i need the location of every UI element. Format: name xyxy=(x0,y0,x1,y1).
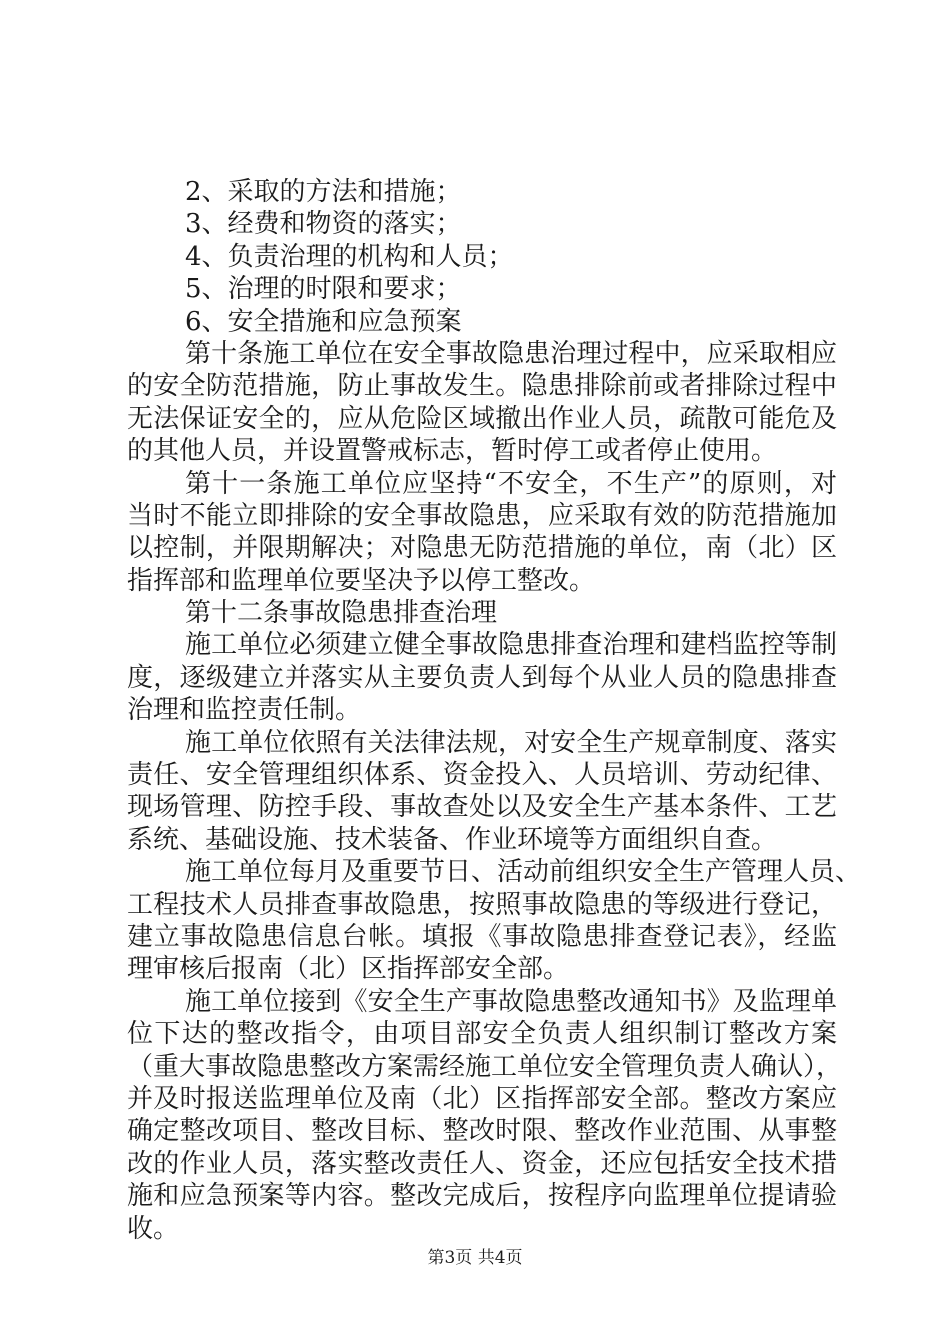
paragraph-line: 以控制，并限期解决；对隐患无防范措施的单位，南（北）区 xyxy=(127,533,837,564)
paragraph-line: 的安全防范措施，防止事故发生。隐患排除前或者排除过程中 xyxy=(127,371,837,402)
paragraph-line: 建立事故隐患信息台帐。填报《事故隐患排查登记表》，经监 xyxy=(127,921,837,952)
paragraph-line: 当时不能立即排除的安全事故隐患，应采取有效的防范措施加 xyxy=(127,500,837,531)
list-item: 6、安全措施和应急预案 xyxy=(185,306,462,337)
list-item: 5、治理的时限和要求； xyxy=(185,274,462,305)
section-heading: 第十二条事故隐患排查治理 xyxy=(185,598,498,629)
list-item: 2、采取的方法和措施； xyxy=(185,177,462,207)
paragraph-line: 第十一条施工单位应坚持“不安全，不生产”的原则，对 xyxy=(185,468,837,499)
paragraph-line: 的其他人员，并设置警戒标志，暂时停工或者停止使用。 xyxy=(127,436,778,467)
paragraph-line: 第十条施工单位在安全事故隐患治理过程中，应采取相应 xyxy=(185,338,837,369)
paragraph-line: 治理和监控责任制。 xyxy=(127,695,362,726)
paragraph-line: 确定整改项目、整改目标、整改时限、整改作业范围、从事整 xyxy=(127,1116,837,1147)
body-text xyxy=(127,176,862,1245)
paragraph-line: 系统、基础设施、技术装备、作业环境等方面组织自查。 xyxy=(127,824,778,855)
paragraph-line: 无法保证安全的，应从危险区域撤出作业人员，疏散可能危及 xyxy=(127,403,837,434)
paragraph-line: 收。 xyxy=(127,1213,180,1244)
paragraph-line: 并及时报送监理单位及南（北）区指挥部安全部。整改方案应 xyxy=(127,1083,837,1114)
list-item: 3、经费和物资的落实； xyxy=(185,209,462,240)
paragraph-line: 工程技术人员排查事故隐患，按照事故隐患的等级进行登记， xyxy=(127,889,837,920)
paragraph-line: 位下达的整改指令，由项目部安全负责人组织制订整改方案 xyxy=(127,1019,837,1050)
paragraph-line: 度，逐级建立并落实从主要负责人到每个从业人员的隐患排查 xyxy=(127,662,837,693)
paragraph-line: 现场管理、防控手段、事故查处以及安全生产基本条件、工艺 xyxy=(127,792,837,823)
paragraph-line: 施工单位依照有关法律法规，对安全生产规章制度、落实 xyxy=(185,727,837,758)
page-number: 第3页 共4页 xyxy=(427,1248,523,1268)
paragraph-line: 指挥部和监理单位要坚决予以停工整改。 xyxy=(127,565,596,596)
paragraph-line: 责任、安全管理组织体系、资金投入、人员培训、劳动纪律、 xyxy=(127,760,837,791)
paragraph-line: 施工单位必须建立健全事故隐患排查治理和建档监控等制 xyxy=(185,630,837,661)
paragraph-line: 施工单位接到《安全生产事故隐患整改通知书》及监理单 xyxy=(185,986,837,1017)
paragraph-line: 改的作业人员，落实整改责任人、资金，还应包括安全技术措 xyxy=(127,1148,837,1179)
paragraph-line: 施和应急预案等内容。整改完成后，按程序向监理单位提请验 xyxy=(127,1181,837,1212)
paragraph-line: 施工单位每月及重要节日、活动前组织安全生产管理人员、 xyxy=(185,857,862,888)
list-item: 4、负责治理的机构和人员； xyxy=(185,241,514,272)
paragraph-line: （重大事故隐患整改方案需经施工单位安全管理负责人确认）， xyxy=(127,1051,843,1082)
paragraph-line: 理审核后报南（北）区指挥部安全部。 xyxy=(127,954,570,985)
